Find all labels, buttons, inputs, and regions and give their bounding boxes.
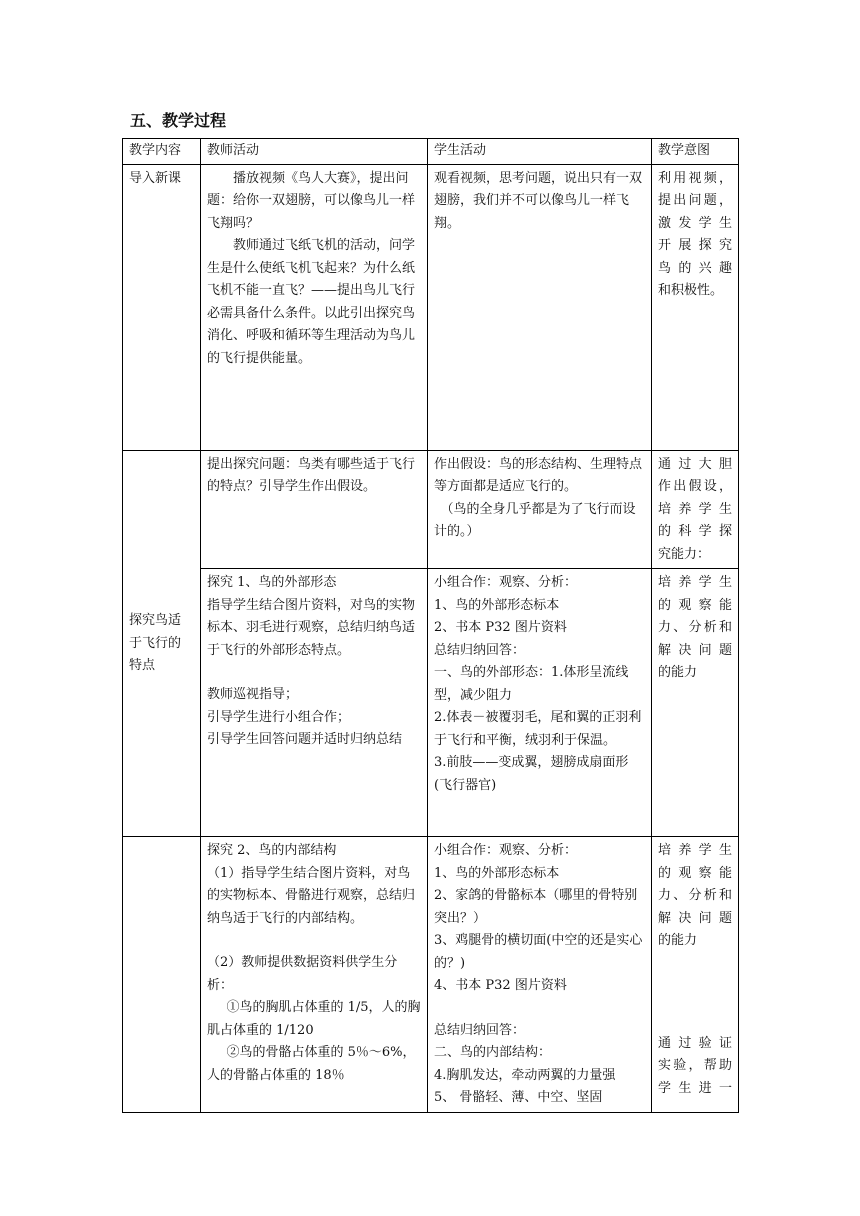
student-cell — [428, 837, 652, 1113]
intent-text: 解决问题 — [658, 910, 732, 926]
teacher-text: 探究 2、鸟的内部结构 — [207, 843, 337, 858]
student-text: 4.胸肌发达，牵动两翼的力量强 — [434, 1067, 616, 1083]
student-text: 作出假设：鸟的形态结构、生理特点等方面都是适应飞行的。 — [434, 456, 643, 494]
intent-text: 鸟的兴趣 — [658, 260, 732, 276]
section-label: 于飞行的 — [129, 635, 182, 651]
student-text: （鸟的全身几乎都是为了飞行而设计的。） — [434, 501, 636, 539]
student-text: 1、鸟的外部形态标本 — [434, 865, 560, 881]
section-heading: 五、教学过程 — [130, 111, 227, 130]
intent-cell — [652, 164, 739, 450]
student-text: 一、鸟的外部形态：1.体形呈流线型，减少阻力 — [434, 665, 629, 703]
teacher-text: 引导学生回答问题并适时归纳总结 — [207, 732, 403, 747]
table-row-hypothesis — [123, 450, 739, 569]
intent-text: 和积极性。 — [658, 283, 724, 298]
intent-text: 解决问题 — [658, 642, 732, 658]
intent-text: 通过大胆 — [658, 456, 732, 472]
content-cell-empty — [123, 837, 201, 1113]
teacher-cell — [201, 569, 428, 837]
teacher-cell — [201, 164, 428, 450]
teacher-cell: 提出探究问题：鸟类有哪些适于飞行的特点？引导学生作出假设。 — [201, 450, 428, 569]
table-row-intro — [123, 164, 739, 450]
intent-text: 培养学生 — [658, 501, 732, 517]
section-label: 探究鸟适 — [129, 613, 182, 628]
blank-line — [207, 662, 421, 684]
teacher-text: 教师通过飞纸飞机的活动，问学生是什么使纸飞机飞起来？为什么纸飞机不能一直飞？——提出鸟儿飞行必需具备什么条件。以此引出探究鸟消化、呼吸和循环等生理活动为鸟儿的飞行提供能量。 — [207, 238, 416, 366]
student-text: 1、鸟的外部形态标本 — [434, 597, 560, 613]
blank-space — [658, 953, 732, 1033]
student-text: 2.体表－被覆羽毛，尾和翼的正羽利于飞行和平衡，绒羽利于保温。 — [434, 710, 642, 748]
student-text: 2、书本 P32 图片资料 — [434, 620, 567, 635]
teacher-text: 引导学生进行小组合作； — [207, 709, 351, 725]
intent-text: 的能力 — [658, 933, 698, 948]
intent-text: 通过验证 — [658, 1035, 732, 1051]
intent-text: 利用视频， — [658, 170, 732, 186]
header-teacher: 教师活动 — [201, 139, 428, 165]
student-text: 3、鸡腿骨的横切面(中空的还是实心的？) — [434, 933, 643, 971]
intent-text: 的观察能 — [658, 865, 732, 881]
intent-cell — [652, 837, 739, 1113]
student-cell — [428, 450, 652, 569]
intent-text: 开展探究 — [658, 238, 732, 253]
blank-line — [207, 930, 421, 952]
teacher-text: ②鸟的骨骼占体重的 5％～6%，人的骨骼占体重的 18％ — [207, 1045, 416, 1083]
teacher-text: （1）指导学生结合图片资料，对鸟的实物标本、骨骼进行观察，总结归纳鸟适于飞行的内部结构。 — [207, 865, 416, 926]
intent-text: 实验，帮助 — [658, 1058, 732, 1073]
student-text: 5、 骨骼轻、薄、中空、坚固 — [434, 1090, 603, 1105]
student-cell: 观看视频，思考问题，说出只有一双翅膀，我们并不可以像鸟儿一样飞翔。 — [428, 164, 652, 450]
intent-text: 的科学探 — [658, 524, 732, 539]
student-text: 小组合作：观察、分析： — [434, 575, 578, 590]
table-row-internal — [123, 837, 739, 1113]
teacher-text: ①鸟的胸肌占体重的 1/5，人的胸肌占体重的 1/120 — [207, 1000, 421, 1038]
student-text: 小组合作：观察、分析： — [434, 843, 578, 858]
header-intent: 教学意图 — [652, 139, 739, 165]
header-row — [123, 139, 739, 165]
teacher-text: 指导学生结合图片资料，对鸟的实物标本、羽毛进行观察，总结归纳鸟适于飞行的外部形态特点。 — [207, 597, 416, 658]
teacher-text: 教师巡视指导； — [207, 687, 299, 702]
student-text: 3.前肢——变成翼，翅膀成扇面形(飞行器官) — [434, 755, 629, 793]
header-student: 学生活动 — [428, 139, 652, 165]
intent-text: 培养学生 — [658, 575, 732, 590]
intent-text: 究能力： — [658, 546, 711, 562]
intent-text: 作出假设， — [658, 479, 732, 494]
table-row-external — [123, 569, 739, 837]
section-label: 特点 — [129, 658, 156, 673]
student-text: 4、书本 P32 图片资料 — [434, 978, 567, 993]
intent-text: 学生进一 — [658, 1080, 732, 1096]
intent-text: 力、分析和 — [658, 620, 732, 635]
teacher-text: （2）教师提供数据资料供学生分析： — [207, 955, 398, 993]
student-text: 总结归纳回答： — [434, 642, 526, 658]
intent-text: 提出问题， — [658, 193, 732, 208]
intent-text: 力、分析和 — [658, 888, 732, 903]
teacher-cell — [201, 837, 428, 1113]
intent-cell — [652, 450, 739, 569]
content-cell: 导入新课 — [123, 164, 201, 450]
intent-cell — [652, 569, 739, 837]
blank-line — [434, 998, 645, 1020]
header-content: 教学内容 — [123, 139, 201, 165]
section-label-cell — [123, 450, 201, 837]
intent-text: 培养学生 — [658, 843, 732, 858]
teacher-text: 播放视频《鸟人大赛》，提出问题：给你一双翅膀，可以像鸟儿一样飞翔吗？ — [207, 170, 416, 231]
student-cell — [428, 569, 652, 837]
teaching-process-table — [122, 138, 739, 1113]
student-text: 二、鸟的内部结构： — [434, 1045, 552, 1060]
intent-text: 的观察能 — [658, 597, 732, 613]
intent-text: 激发学生 — [658, 215, 732, 231]
student-text: 2、家鸽的骨骼标本（哪里的骨特别突出？） — [434, 888, 638, 926]
teacher-text: 探究 1、鸟的外部形态 — [207, 575, 337, 590]
student-text: 总结归纳回答： — [434, 1022, 526, 1038]
intent-text: 的能力 — [658, 665, 698, 680]
